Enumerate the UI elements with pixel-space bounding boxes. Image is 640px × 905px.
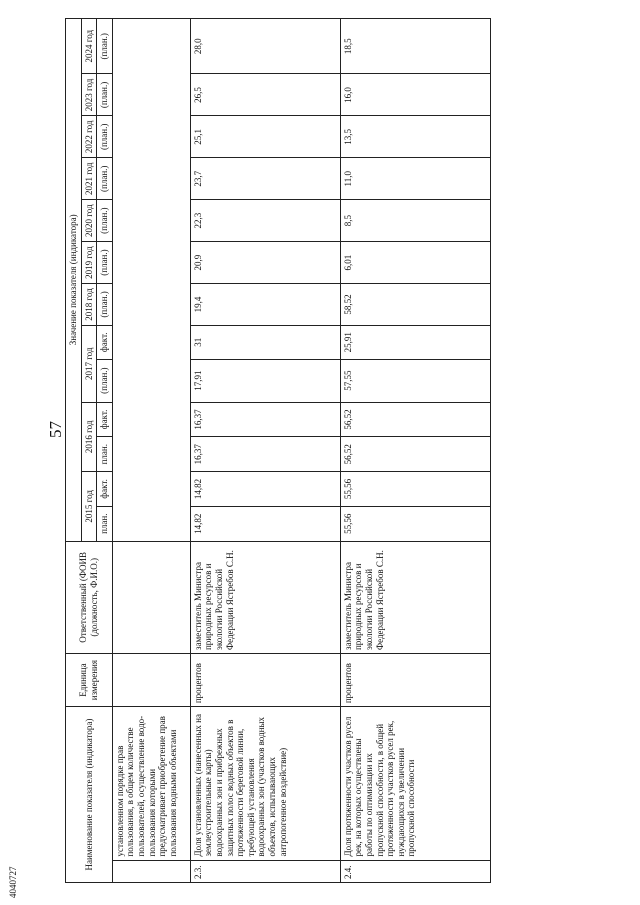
value-2015-fact: 55,56 — [340, 472, 490, 507]
header-year-2019: 2019 год — [81, 242, 97, 284]
row-number: 2.3. — [190, 860, 340, 882]
row-name: установленном порядке прав пользования, в общем количестве пользователей, осуществление водо-пользования которыми предусматривает приобретение прав пользования водными объектами — [112, 707, 190, 860]
header-year-2022: 2022 год — [81, 116, 97, 158]
value-2021-plan: 23,7 — [190, 158, 340, 200]
value-2021-plan: 11,0 — [340, 158, 490, 200]
row-responsible — [112, 541, 190, 653]
row-number: 2.4. — [340, 860, 490, 882]
row-unit: процентов — [190, 654, 340, 707]
value-2023-plan: 16,0 — [340, 74, 490, 116]
value-2024-plan: 28,0 — [190, 19, 340, 74]
header-values-group: Значение показателя (индикатора) — [66, 19, 82, 542]
table-row — [190, 19, 340, 883]
header-sub-2019-plan: (план.) — [97, 242, 113, 284]
footer-code: 4040727 — [8, 866, 18, 898]
row-responsible: заместитель Министра природных ресурсов и экологии Российской Федерации Ястребов С.Н. — [190, 541, 340, 653]
row-number — [112, 860, 190, 882]
value-2018-plan: 19,4 — [190, 284, 340, 326]
value-2017-fact: 31 — [190, 325, 340, 359]
header-year-2015: 2015 год — [81, 472, 97, 542]
value-2017-plan: 17,91 — [190, 359, 340, 402]
value-2015-plan: 55,56 — [340, 506, 490, 541]
header-responsible: Ответственный (ФОИВ (должность, Ф.И.О.) — [66, 541, 113, 653]
value-2018-plan: 58,52 — [340, 284, 490, 326]
header-year-2024: 2024 год — [81, 19, 97, 74]
header-sub-2017-plan: (план.) — [97, 359, 113, 402]
table-row — [340, 19, 490, 883]
header-year-2021: 2021 год — [81, 158, 97, 200]
table-row — [112, 19, 190, 883]
value-2019-plan: 20,9 — [190, 242, 340, 284]
value-2016-plan: 16,37 — [190, 437, 340, 472]
header-sub-2016-fact: факт. — [97, 402, 113, 437]
header-year-2020: 2020 год — [81, 200, 97, 242]
value-2023-plan: 26,5 — [190, 74, 340, 116]
row-unit: процентов — [340, 654, 490, 707]
value-2016-fact: 56,52 — [340, 402, 490, 437]
header-sub-2021-plan: (план.) — [97, 158, 113, 200]
value-2022-plan: 25,1 — [190, 116, 340, 158]
value-2019-plan: 6,01 — [340, 242, 490, 284]
page-number: 57 — [46, 421, 65, 438]
value-2017-fact: 25,91 — [340, 325, 490, 359]
header-year-2017: 2017 год — [81, 325, 97, 402]
header-unit: Единица измерения — [66, 654, 113, 707]
header-sub-2023-plan: (план.) — [97, 74, 113, 116]
row-values-empty — [112, 19, 190, 542]
header-sub-2016-plan: план. — [97, 437, 113, 472]
row-unit — [112, 654, 190, 707]
header-year-2016: 2016 год — [81, 402, 97, 472]
indicator-table — [65, 18, 491, 883]
value-2020-plan: 8,5 — [340, 200, 490, 242]
row-name: Доля установленных (нанесенных на землеустроительные карты) водоохранных зон и прибрежных защитных полос водных объектов в протяженности береговой линии, требующей установления водоохранных зон (участков водных объектов, испытывающих антропогенное воздействие) — [190, 707, 340, 860]
value-2022-plan: 13,5 — [340, 116, 490, 158]
value-2024-plan: 18,5 — [340, 19, 490, 74]
header-year-2023: 2023 год — [81, 74, 97, 116]
value-2016-plan: 56,52 — [340, 437, 490, 472]
header-sub-2020-plan: (план.) — [97, 200, 113, 242]
header-sub-2015-plan: план. — [97, 506, 113, 541]
value-2016-fact: 16,37 — [190, 402, 340, 437]
table-body — [112, 19, 490, 883]
value-2017-plan: 57,55 — [340, 359, 490, 402]
header-sub-2022-plan: (план.) — [97, 116, 113, 158]
header-sub-2018-plan: (план.) — [97, 284, 113, 326]
header-name: Наименование показателя (индикатора) — [66, 707, 113, 883]
value-2015-plan: 14,82 — [190, 506, 340, 541]
header-sub-2024-plan: (план.) — [97, 19, 113, 74]
rotated-table-wrapper — [65, 18, 491, 883]
row-name: Доля протяженности участков русел рек, на которых осуществлены работы по оптимизации их пропускной способности, в общей протяженности участков русел рек, нуждающихся в увеличении пропускной способности — [340, 707, 490, 860]
table-header — [66, 19, 113, 883]
header-sub-2017-fact: факт. — [97, 325, 113, 359]
header-year-2018: 2018 год — [81, 284, 97, 326]
value-2015-fact: 14,82 — [190, 472, 340, 507]
value-2020-plan: 22,3 — [190, 200, 340, 242]
row-responsible: заместитель Министра природных ресурсов и экологии Российской Федерации Ястребов С.Н. — [340, 541, 490, 653]
header-sub-2015-fact: факт. — [97, 472, 113, 507]
